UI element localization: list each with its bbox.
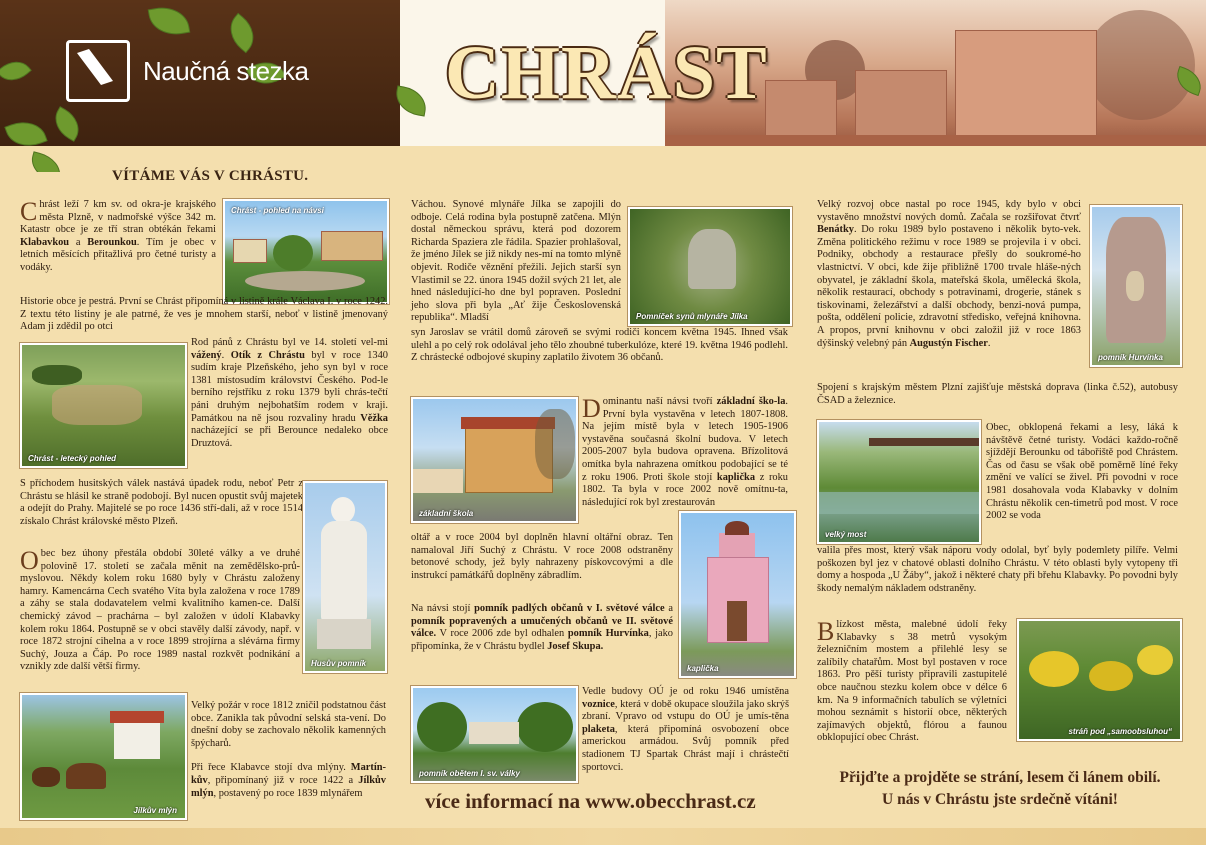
development-text: Velký rozvoj obce nastal po roce 1945, kdy bylo v obci vystavěno množství nových domů. Začala se rozšiřovat čtvrť Benátky. Do roku 1989 bylo postaveno i několik byto-vek. Změna politického režimu v roce 1989 se projevila i v obci. Podniky, obchody a restaurace přešly do soukromé-ho vlastnictví. V obci, kde žije přibližně 1700 trvale hláše-ných obyvatel, je základní škola, mateřská škola, umělecká škola, několik restaurací, obchody s potravinami, drogerie, stánek s tiskovinami, železářství a další obchody, benzi-nová pumpa, pošta, oddělení policie, zdravotní středisko, veřejná knihovna. A propos, první knihovnu v obci založil již v roce 1863 dýšinský velebný pán Augustýn Fischer. — [817, 199, 1081, 349]
photo-hurvinek-monument — [1090, 205, 1182, 367]
history-text-2: Rod pánů z Chrástu byl ve 14. století vel-mi vážený. Otík z Chrástu byl v roce 1340 sudím kraje Plzeňského, jeho syn byl v roce 1381 místosudím království Českého. Pod-le berního rejstříku z roku 1379 byli chrás-tečtí páni druhým nejbohatším rodem v kraji. Památkou na ně jsou rozvaliny hradu Věžka nacházející se při Berounce nedaleko obce Druztová. — [191, 337, 388, 449]
photo-chapel — [679, 511, 796, 678]
caption: Husův pomník — [311, 659, 367, 668]
caption: pomník Hurvínka — [1098, 353, 1163, 362]
caption: základní škola — [419, 509, 474, 518]
photo-hillside — [1017, 619, 1182, 741]
photo-village-square — [223, 199, 389, 304]
bottom-decorative-band — [0, 828, 1206, 845]
hussite-text: S příchodem husitských válek nastává úpadek rodu, neboť Petr z Chrástu se hlásil ke straně podobojí. Byl nucen opustit svůj majetek a odejít do Prahy. Majitelé se po roce 1436 stří-dali, až v roce 1514 získalo Chrást královské město Plzeň. — [20, 478, 303, 527]
intro-text: Chrást leží 7 km sv. od okra-je krajského města Plzně, v nadmořské výšce 342 m. Katastr obce je ze tří stran obtékán řekami Klabavkou a Berounkou. Tím je obec v letních měsících přitažlivá pro četné turisty a vodáky. — [20, 197, 216, 273]
trail-subtitle: Naučná stezka — [143, 56, 309, 86]
page-header — [0, 0, 1206, 172]
caption: Pomníček synů mlynáře Jílka — [636, 312, 748, 321]
fire-text: Velký požár v roce 1812 zničil podstatnou část obce. Zanikla tak původní selská sta-vení. Do dnešní doby se zachovalo několik kamenných špýcharů. Při řece Klabavce stojí dva mlýny. Martín-kův, připomínaný již v roce 1422 a Jílkův mlýn, postavený po roce 1839 mlynářem — [191, 700, 386, 799]
plaque-text: Vedle budovy OÚ je od roku 1946 umístěna voznice, která v době okupace sloužila jako skrýš zbraní. Vpravo od vstupu do OÚ je umís-těna plaketa, která připomíná osvobození obce americkou armádou. Svůj pomník před stadionem TJ Spartak Chrást mají i chrástečtí sportovci. — [582, 686, 789, 773]
nature-trail-text: Blízkost města, malebné údolí řeky Klabavky s 38 metrů vysokým železničním mostem a přilehlé lesy se zalíbily chatařům. Most byl postaven v roce 1863. Pro pěší turisty připravili zastupitelé obce naučnou stezku kolem obce v délce 6 km. Na 9 informačních tabulích se výletníci mohou seznámit s historií obce, některých zajímavých objektů, flórou a faunou obklopující obec Chrást. — [817, 617, 1007, 744]
caption: kaplička — [687, 664, 719, 673]
closing-line-1: Přijďte a projděte se strání, lesem či lánem obilí. — [839, 769, 1161, 786]
more-info-link[interactable]: více informací na www.obecchrast.cz — [425, 789, 756, 813]
photo-jilek-sons-memorial — [628, 207, 792, 326]
welcome-heading: VÍTÁME VÁS V CHRÁSTU. — [112, 168, 309, 184]
photo-ww1-memorial — [411, 686, 578, 783]
caption: Chrást - pohled na návsi — [231, 206, 324, 215]
mill-family-text: Váchou. Synové mlynáře Jílka se zapojili do odboje. Celá rodina byla postupně zatčena. Mlýn dostal německou správu, která pod dozorem Richarda Spaziera zle řádila. Spazier prohlašoval, že jméno Jílek se již nikdy nes-mí na tomto mlýně objevit. Rodiče věznění přežili. Jejich starší syn Vlastimil se 22. února 1945 dožil svých 21 let, ale hned následující-ho dne byl popraven. Poslední jeho slova při byla „Ať žije Československá republika“. Mladší — [411, 199, 621, 324]
caption: pomník obětem I. sv. války — [419, 769, 520, 778]
caption: stráň pod „samoobsluhou“ — [1068, 727, 1172, 736]
flood-text-2: valila přes most, který však náporu vody odolal, byť byly podemlety pilíře. Velmi poškozen byl jez v chatové oblasti dolního Chrástu. V této oblasti byly vytopeny tři domy a hospoda „U Žáby“, jakož i některé chaty při břehu Klabavky. Po povodni byly škody nemalým nákladem odstraněny. — [817, 545, 1178, 594]
transport-text: Spojení s krajským městem Plzní zajišťuje městská doprava (linka č.52), autobusy ČSAD a železnice. — [817, 382, 1178, 406]
photo-jilek-mill — [20, 693, 187, 820]
monuments-text: Na návsi stojí pomník padlých občanů v I. světové válce a pomník popravených a umučených občanů ve II. světové válce. V roce 2006 zde byl odhalen pomník Hurvínka, jako připomínka, že v Chrástu bydlel Josef Skupa. — [411, 603, 674, 652]
photo-big-bridge — [817, 420, 981, 544]
page-title: CHRÁST — [445, 31, 768, 115]
photo-aerial-view — [20, 343, 187, 468]
photo-primary-school — [411, 397, 578, 523]
caption: Jílkův mlýn — [133, 806, 177, 815]
caption: Chrást - letecký pohled — [28, 454, 117, 463]
industry-text: Obec bez úhony přestála období 30leté války a ve druhé polovině 17. století se začala měnit na zemědělsko-prů-myslovou. Někdy kolem roku 1680 byly v Chrástu založeny hamry. Kamencárna Cech svatého Víta byla založena v roce 1789 a záhy se stala dodavatelem velmi kvalitního kamen-ce. Další chemický závod – prachárna – byl založen v údolí Klabavky kolem roku 1864. Postupně se v obci stavěly další závody, např. v roce 1872 strojní cihelna a v roce 1899 strojírna a slévárna firmy Suchý, Jouza a Čáp. Po roce 1989 nastal rozkvět podnikání a vznikly zde další větší firmy. — [20, 546, 300, 673]
school-text: Dominantu naší návsi tvoří základní ško-la. První byla vystavěna v letech 1807-1808. Na jejím místě byla v letech 1905-1906 vystavěna současná školní budova. V letech 2005-2007 byla budova opravena. Břízolitová omítka byla nahrazena omítkou podobající se té z roku 1906. Proti škole stojí kaplička z roku 1802. Ta byla v roce 2002 nově omítnu-ta, následující rok byl zrestaurován — [582, 394, 788, 508]
chapel-text: oltář a v roce 2004 byl doplněn hlavní oltářní obraz. Ten namaloval Jiří Suchý z Chrástu. V roce 2008 odstraněny betonové schody, jež byly nahrazeny pískovcovými a dle instrukcí památkářů doplněny zábradlím. — [411, 532, 673, 581]
caption: velký most — [825, 530, 867, 539]
closing-invitation — [820, 767, 1180, 811]
photo-hus-monument — [303, 481, 387, 673]
mill-family-text-2: syn Jaroslav se vrátil domů zároveň se svými rodiči koncem května 1945. Ihned však ulehl a po celý rok odolával jeho tělo zhoubné tuberkulóze, které 19. května 1946 podlehl. Z chrástecké odbojové skupiny zaplatilo životem 36 občanů. — [411, 327, 788, 364]
logo-slash-icon — [75, 47, 115, 87]
history-text-1: Historie obce je pestrá. První se Chrást připomíná v listině krále Václava I. v roce 1242. Z textu této listiny je ale patrné, že ves je mnohem starší, neboť v listině jmenovaný Adam ji zdědil po otci — [20, 296, 388, 333]
closing-line-2: U nás v Chrástu jste srdečně vítáni! — [882, 791, 1118, 808]
flood-text: Obec, obklopená řekami a lesy, láká k návštěvě četné turisty. Vodáci každo-ročně sjíždějí Berounku od tábořiště pod Chrástem. Čas od času se však obě poměrně líné řeky změní ve valící se živel. Při povodni v roce 1981 dosahovala voda Klabavky v dolním Chrástu několik cen-timetrů pod most. V roce 2002 se voda — [986, 422, 1178, 522]
